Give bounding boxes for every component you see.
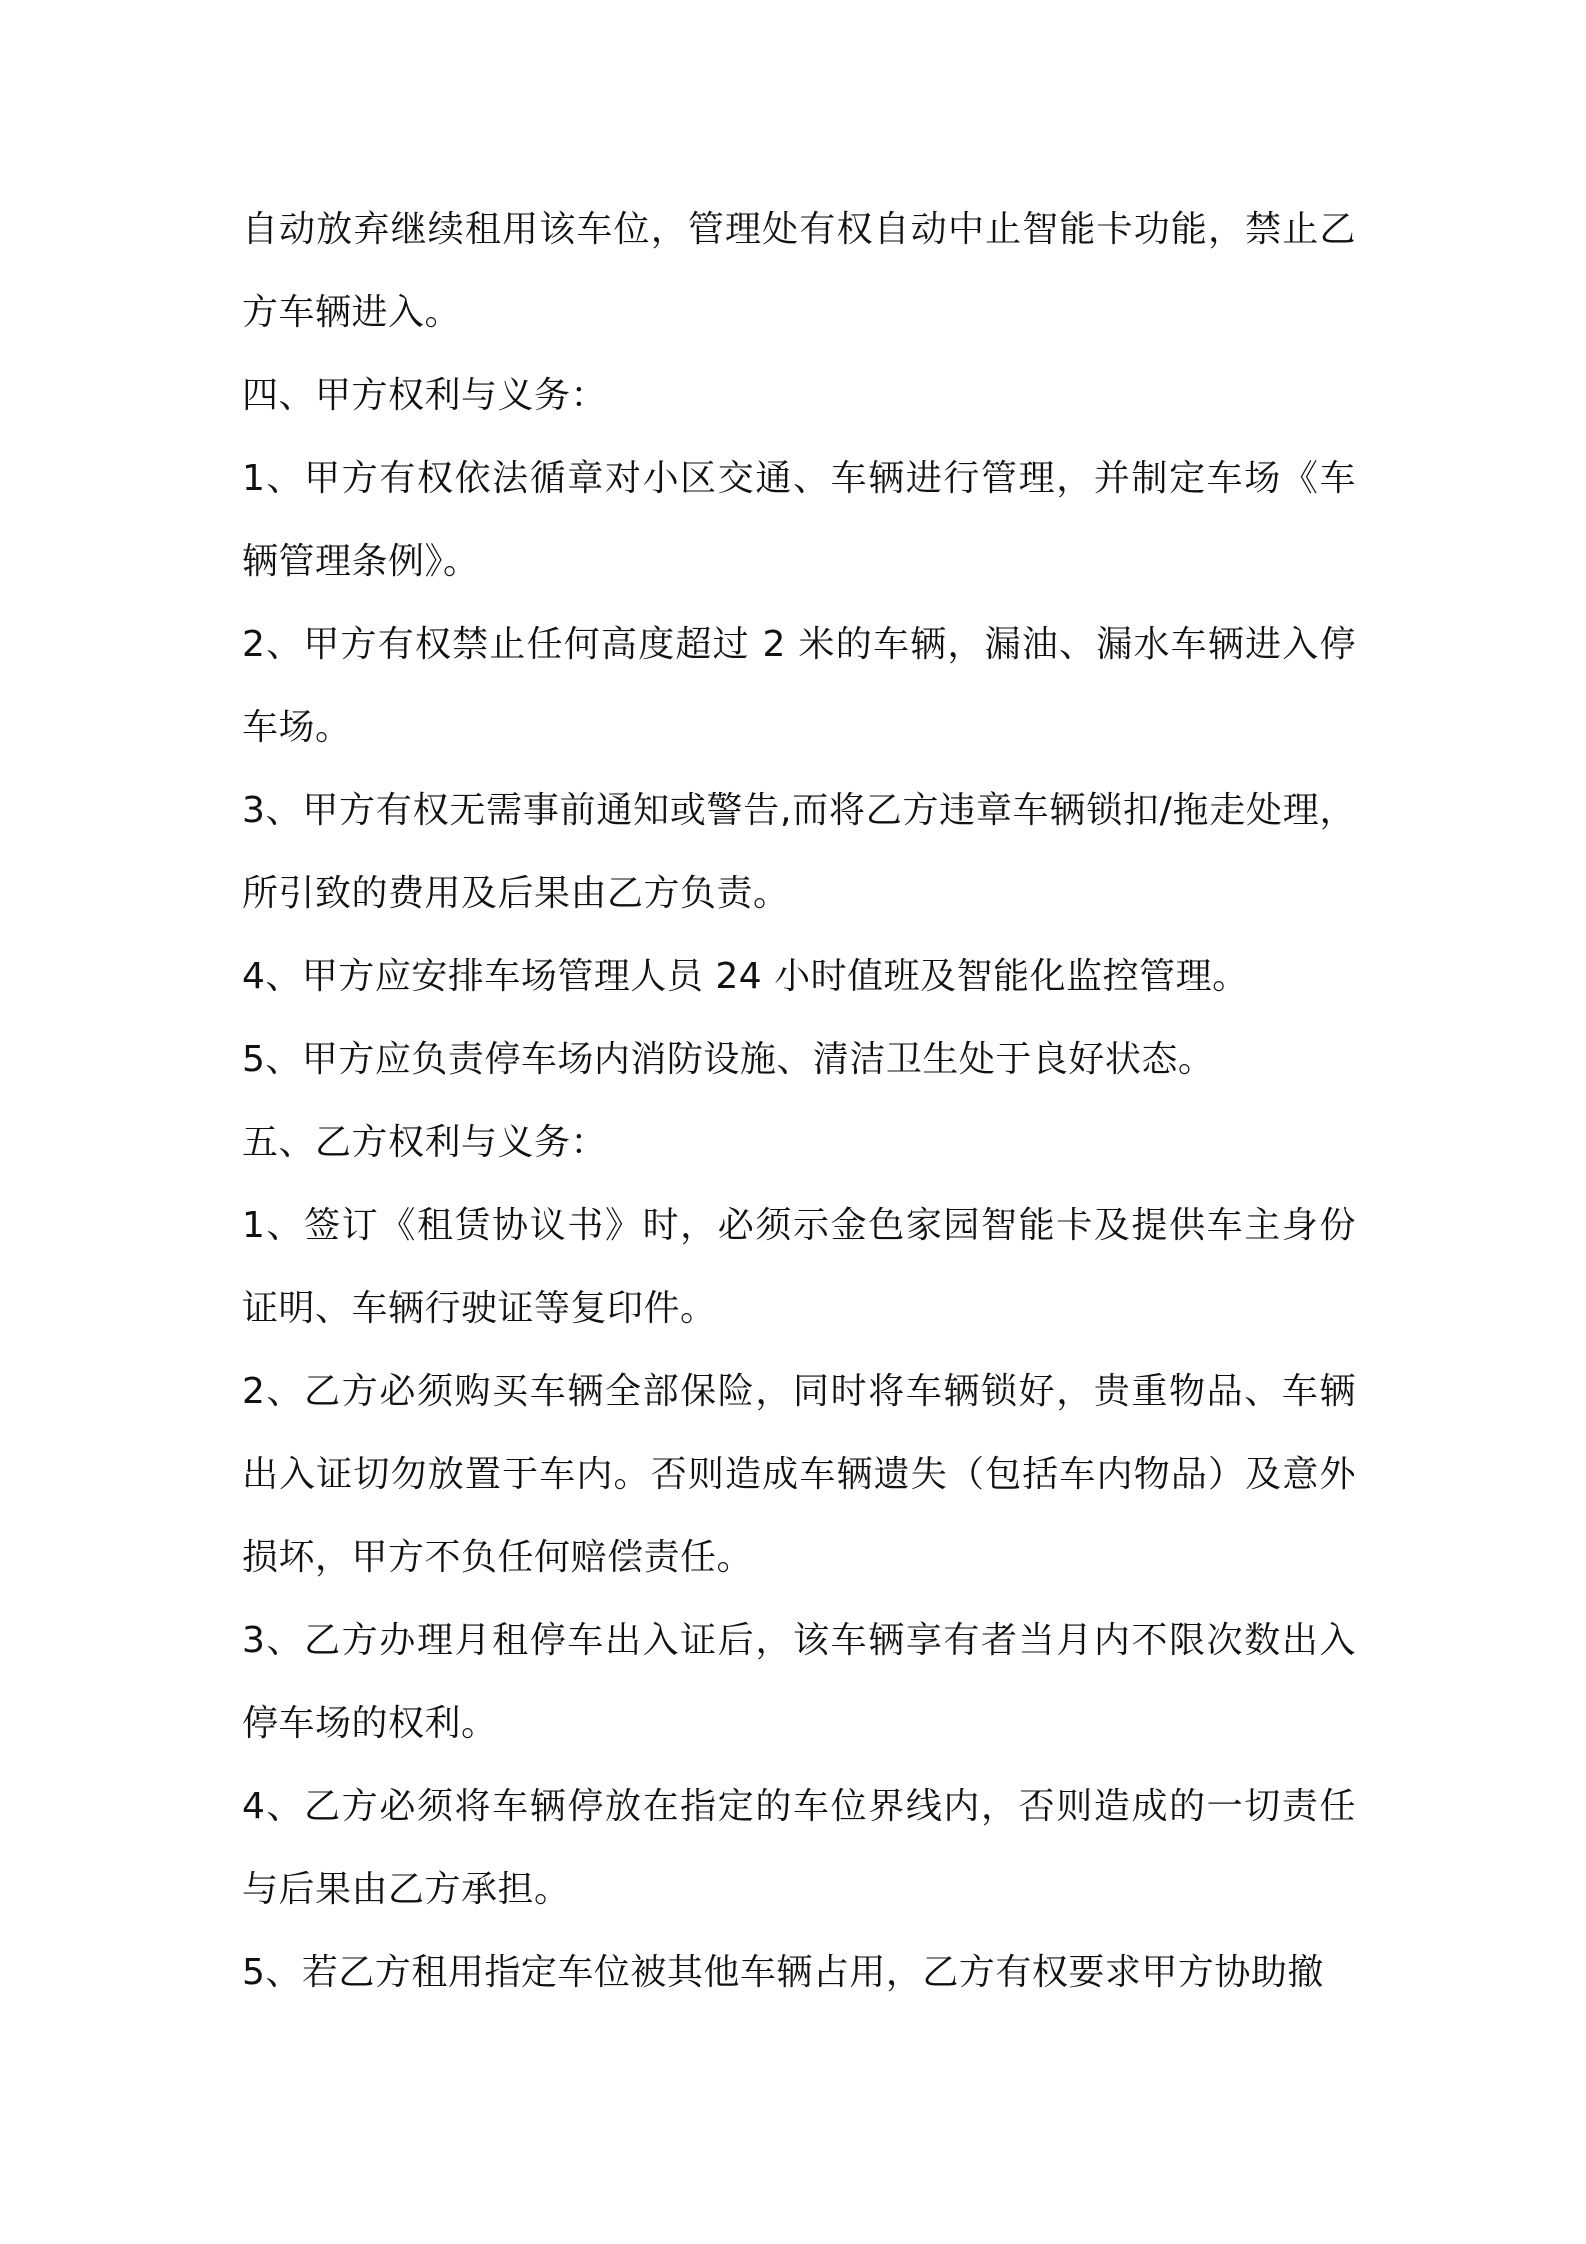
party-a-clause-5: 5、甲方应负责停车场内消防设施、清洁卫生处于良好状态。	[242, 1039, 1215, 1080]
party-b-clause-3: 3、乙方办理月租停车出入证后，该车辆享有者当月内不限次数出入停车场的权利。	[242, 1620, 1356, 1744]
party-b-clause-1: 1、签订《租赁协议书》时，必须示金色家园智能卡及提供车主身份证明、车辆行驶证等复印件。	[242, 1205, 1356, 1329]
party-a-clause-3: 3、甲方有权无需事前通知或警告,而将乙方违章车辆锁扣/拖走处理，所引致的费用及后果由乙方负责。	[242, 790, 1356, 914]
party-a-clause-1: 1、甲方有权依法循章对小区交通、车辆进行管理，并制定车场《车辆管理条例》。	[242, 458, 1356, 582]
party-a-clause-4: 4、甲方应安排车场管理人员 24 小时值班及智能化监控管理。	[242, 956, 1249, 997]
party-b-clause-5: 5、若乙方租用指定车位被其他车辆占用，乙方有权要求甲方协助撤	[242, 1952, 1324, 1993]
party-a-clause-2: 2、甲方有权禁止任何高度超过 2 米的车辆，漏油、漏水车辆进入停车场。	[242, 624, 1356, 748]
party-b-clause-2: 2、乙方必须购买车辆全部保险，同时将车辆锁好，贵重物品、车辆出入证切勿放置于车内。否则造成车辆遗失（包括车内物品）及意外损坏，甲方不负任何赔偿责任。	[242, 1371, 1356, 1578]
section-heading-party-b: 五、乙方权利与义务：	[242, 1122, 608, 1163]
section-heading-party-a: 四、甲方权利与义务：	[242, 375, 608, 416]
paragraph-continuation: 自动放弃继续租用该车位，管理处有权自动中止智能卡功能，禁止乙方车辆进入。	[242, 209, 1356, 333]
document-body	[242, 188, 1356, 2014]
party-b-clause-4: 4、乙方必须将车辆停放在指定的车位界线内，否则造成的一切责任与后果由乙方承担。	[242, 1786, 1356, 1910]
